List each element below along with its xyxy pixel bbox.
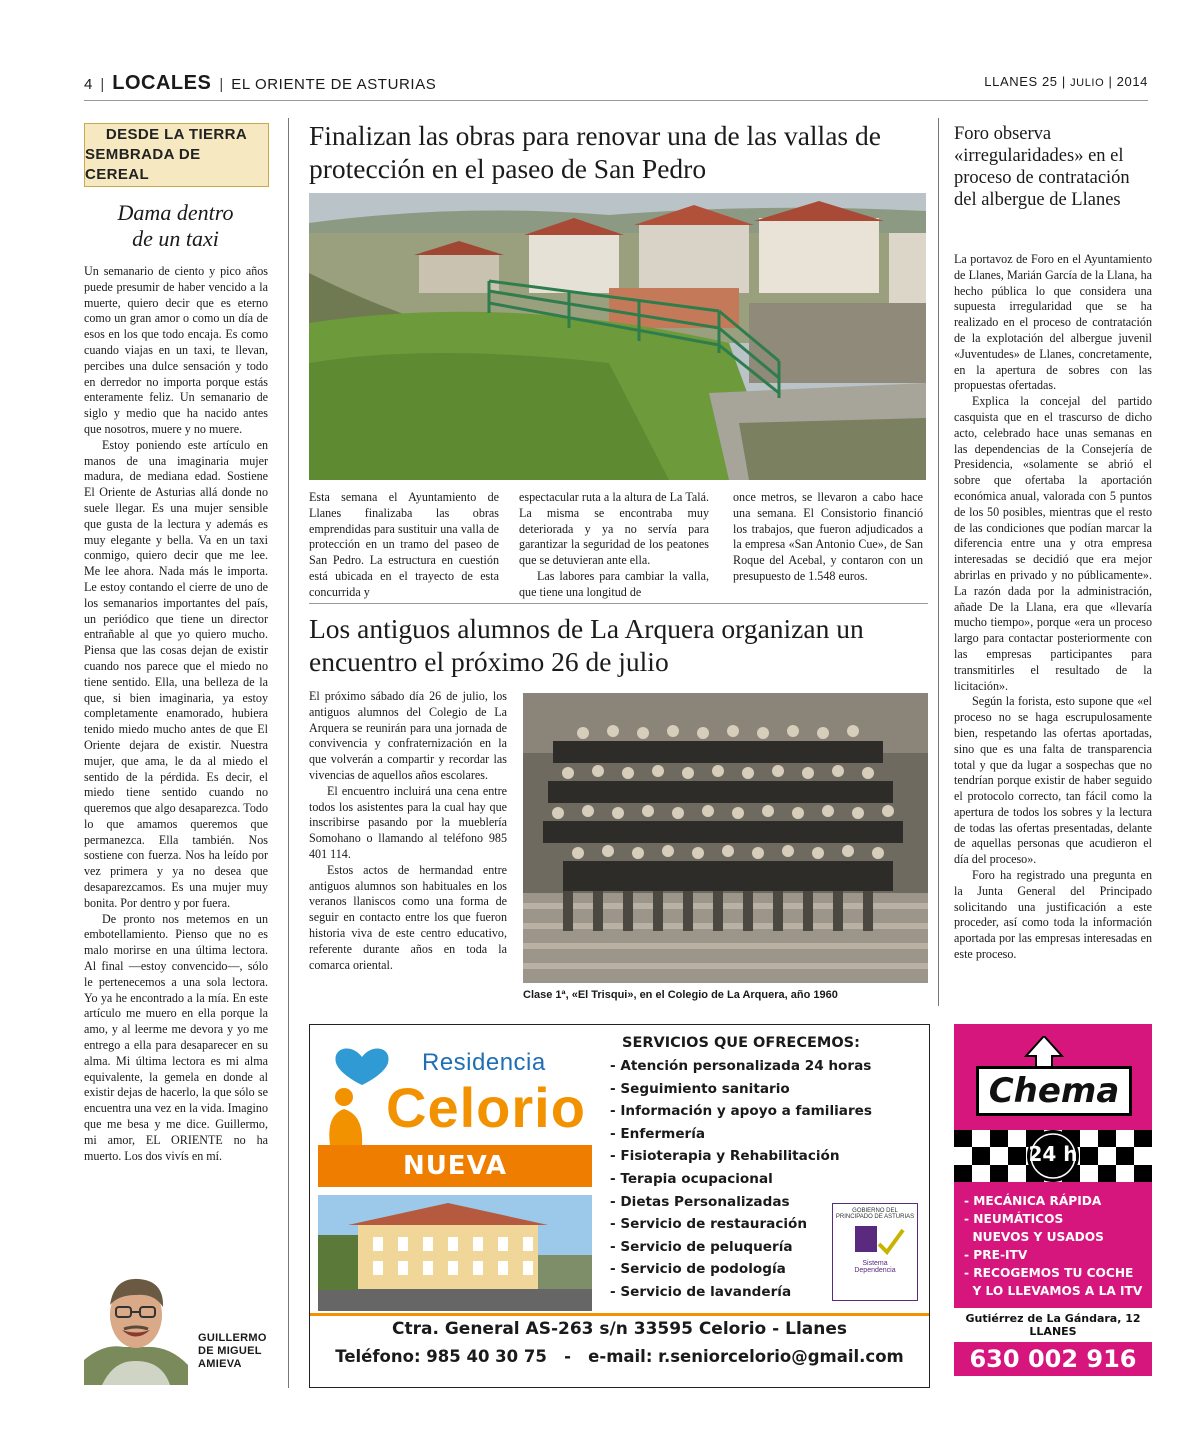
column-title-line: de un taxi <box>132 226 219 251</box>
service-item: - RECOGEMOS TU COCHE <box>964 1266 1134 1280</box>
author-name-line: DE MIGUEL <box>198 1345 262 1357</box>
photo-caption: Clase 1ª, «El Trisqui», en el Colegio de La Arquera, año 1960 <box>523 989 838 1001</box>
service-item: - Fisioterapia y Rehabilitación <box>610 1148 840 1165</box>
article-divider <box>309 603 928 604</box>
column-rule <box>288 118 289 1388</box>
chema-town: LLANES <box>1029 1325 1077 1338</box>
header-place: LLANES <box>984 74 1038 89</box>
header-left <box>84 72 436 95</box>
service-item: - Atención personalizada 24 horas <box>610 1058 872 1074</box>
celorio-banner: NUEVA <box>318 1145 592 1187</box>
service-item: - MECÁNICA RÁPIDA <box>964 1194 1102 1208</box>
column-body <box>84 264 268 1164</box>
seal-text: Dependencia <box>854 1267 896 1274</box>
article-text-col <box>309 689 507 973</box>
paragraph: Foro ha registrado una pregunta en la Junta General del Principado solicitando una justificación a este proceder, así como toda la información aportada por las empresas interesadas en este proceso. <box>954 868 1152 962</box>
service-item: - Servicio de peluquería <box>610 1238 793 1255</box>
ad-residencia-celorio[interactable] <box>309 1024 930 1388</box>
service-item: NUEVOS Y USADOS <box>964 1230 1104 1244</box>
column-kicker <box>84 123 269 187</box>
article-text-col <box>954 252 1152 963</box>
checkered-strip <box>954 1130 1152 1182</box>
header-day: 25 <box>1041 74 1058 89</box>
article-headline: Los antiguos alumnos de La Arquera organizan un encuentro el próximo 26 de julio <box>309 613 864 677</box>
paragraph: Las labores para cambiar la valla, que tiene una longitud de <box>519 568 709 599</box>
chema-services <box>964 1192 1149 1300</box>
paragraph: Según la forista, esto supone que «el proceso no se haga escrupulosamente bien, respetando las ofertas aportadas, sino que es una falta de transparencia total y que da lugar a sospechas que no tendrían porque existir de haber seguido el protocolo correcto, tan fácil como la apertura de todos los sobres y la lectura de todas las ofertas presentadas, delante de aquellas personas que acudieron el día del proceso». <box>954 694 1152 867</box>
author-name-line: GUILLERMO <box>198 1332 267 1344</box>
paragraph: Un semanario de ciento y pico años puede presumir de haber vencido a la muerte, quiero decir que es eterno como un gran amor o como un día de esos en los que todo encaja. Es como cuando viajas en un taxi, te llevan, percibes una dulce sensación y todo en derredor no importa porque estás enteramente feliz. Un semanario de siglo y medio que ha nacido antes que nosotros, muere y no muere. <box>84 264 268 436</box>
dependencia-seal <box>832 1203 918 1301</box>
header-divider: | <box>100 76 105 93</box>
page-header <box>84 72 1148 96</box>
celorio-logo <box>322 1035 586 1145</box>
paragraph: De pronto nos metemos en un embotellamiento. Pienso que no es malo morirse en una última lectora. Al final —estoy convencido—, sólo le pertenecemos a una sola lectora. Yo ya he encontrado a la mía. En este artículo me muero en ella porque la amo, y al leerme me devora y yo me entrego a ella para desaparecer en su alma. Mi última lectora es mi alma equivalente, la gemela en donde al existir dejas de hacerlo, la que sólo se encuentra una vez en la vida. Imagino que me besa y me dice. Guillermo, mi amor, EL ORIENTE no ha muerto. Los dos vivís en mí. <box>84 911 268 1163</box>
hours-badge: 24 h <box>1028 1142 1078 1166</box>
celorio-contact-rule <box>310 1313 929 1316</box>
article-photo-fence <box>309 193 926 480</box>
dependencia-logo-icon <box>833 1220 917 1260</box>
celorio-building-photo <box>318 1195 592 1311</box>
kicker-line: SEMBRADA DE CEREAL <box>85 146 201 183</box>
article-text-col <box>733 490 923 585</box>
page-number: 4 <box>84 76 93 93</box>
paragraph: once metros, se llevaron a cabo hace una semana. El Consistorio financió los trabajos, que fueron adjudicados a la empresa «San Antonio Cue», de San Roque del Acebal, y contaron con un presupuesto de 1.548 euros. <box>733 490 923 583</box>
service-item: - PRE-ITV <box>964 1248 1028 1262</box>
seal-text: GOBIERNO DEL <box>852 1208 898 1214</box>
article-photo-class <box>523 693 928 983</box>
service-item: - Servicio de restauración <box>610 1216 808 1233</box>
publication-name: EL ORIENTE DE ASTURIAS <box>231 76 437 93</box>
seal-text: Sistema <box>862 1260 888 1267</box>
author-photo <box>84 1265 188 1385</box>
author-name-line: AMIEVA <box>198 1358 242 1370</box>
paragraph: Estoy poniendo este artículo en manos de una imaginaria mujer madura, de mediana edad. Sostiene El Oriente de Asturias allá donde no suele llegar. Es una mujer sensible que gusta de la lectura y además es muy elegante y bella. Va en un taxi conmigo, quiero decir que me lee. Me lee ahora. Nada más le importa. Le estoy contando el cierre de uno de los semanarios importantes del país, un periódico que tiene un director entrañable al que yo quiero mucho. Piensa que las cosas dejan de existir cuando nos parece que el miedo no tiene sentido. Ella, una belleza de la que, si bien imaginaria, ya estoy completamente enamorado, hubiera tenido miedo mucho antes de que El Oriente dejara de existir. Nuestra mujer, que ama, le da al miedo el sentido de la pérdida. Es decir, el miedo tiene sentido cuando no queremos que algo desaparezca. Todo lo que amamos queremos que permanezca. Ella también. Nos sostiene con fuerza. Nos ha leído por vez primera y ya no desea que desaparezcamos. Es una mujer muy bonita. Por dentro y por fuera. <box>84 437 268 910</box>
author-byline <box>198 1332 268 1371</box>
chema-phone[interactable]: 630 002 916 <box>954 1342 1152 1376</box>
header-divider: | <box>219 76 224 93</box>
paragraph: La portavoz de Foro en el Ayuntamiento de Llanes, Marián García de la Llana, ha hecho pública lo que considera una supuesta irregularidad que se ha realizado en el proceso de contratación de la explotación del albergue juvenil «Juventudes» de Llanes, concretamente, en la apertura de sobres con las propuestas ofertadas. <box>954 252 1152 393</box>
service-item: - Servicio de podología <box>610 1261 786 1278</box>
service-item: Y LO LLEVAMOS A LA ITV <box>964 1284 1143 1298</box>
article-headline: Finalizan las obras para renovar una de las vallas de protección en el paseo de San Pedro <box>309 120 881 184</box>
article-text-col <box>309 490 499 601</box>
header-divider: | <box>1061 74 1071 89</box>
paragraph: espectacular ruta a la altura de La Talá. La misma se encontraba muy deteriorada y ya no servía para garantizar la seguridad de los peatones que se detuvieran ante ella. <box>519 490 709 568</box>
paragraph: Estos actos de hermandad entre antiguos alumnos son habituales en los veranos llaniscos como una forma de seguir en contacto entre los que fueron historia viva de este centro educativo, referente durante años en toda la comarca oriental. <box>309 862 507 972</box>
celorio-address: Ctra. General AS-263 s/n 33595 Celorio - Llanes <box>392 1319 847 1339</box>
article-text-col <box>519 490 709 601</box>
paragraph: El encuentro incluirá una cena entre todos los asistentes para la cual hay que inscribirse pasando por la mueblería Somohano o llamando al teléfono 985 401 114. <box>309 783 507 861</box>
header-month: JULIO <box>1070 77 1105 89</box>
paragraph: Explica la concejal del partido casquista que en el trascurso de dicho acto, celebrado hace unas semanas en las dependencias de la Consejería de Presidencia, «solamente se abrió el sobre que ofertaba la aportación económica anual, valorada con 5 puntos de los 50 posibles, mientras que el resto de las condiciones que podían marcar la diferencia entre una y otra empresa interesadas se decidió que era mejor abrirlas en privado y no públicamente». La razón dada por la administración, añade De la Llana, era que «llevaría mucho tiempo», porque «era un proceso largo para contactar posteriormente con las empresas participantes para transmitirles el resultado de la licitación». <box>954 394 1152 693</box>
header-year: 2014 <box>1116 74 1148 89</box>
service-item: - Servicio de lavandería <box>610 1283 792 1300</box>
services-title: SERVICIOS QUE OFRECEMOS: <box>622 1035 860 1051</box>
column-title-line: Dama dentro <box>117 200 234 225</box>
chema-logo: Chema <box>976 1066 1132 1116</box>
paragraph: El próximo sábado día 26 de julio, los antiguos alumnos del Colegio de La Arquera se reunirán para una jornada de convivencia y confraternización en la que volverán a compartir y recordar las vivencias de aquellos años escolares. <box>309 689 507 782</box>
chema-address: Gutiérrez de La Gándara, 12 <box>965 1312 1141 1325</box>
celorio-contact[interactable]: Teléfono: 985 40 30 75 - e-mail: r.seniorcelorio@gmail.com <box>335 1347 904 1366</box>
header-divider: | <box>1108 74 1117 89</box>
service-item: - Información y apoyo a familiares <box>610 1103 872 1120</box>
chema-footer <box>954 1308 1152 1386</box>
ad-chema-taller[interactable] <box>954 1024 1152 1386</box>
celorio-brand-small: Residencia <box>422 1049 546 1076</box>
header-rule <box>84 100 1148 101</box>
section-name: LOCALES <box>112 72 212 94</box>
service-item: - Dietas Personalizadas <box>610 1193 790 1210</box>
column-title <box>84 200 267 252</box>
seal-text: PRINCIPADO DE ASTURIAS <box>835 1214 915 1220</box>
kicker-line: DESDE LA TIERRA <box>105 126 248 143</box>
paragraph: Esta semana el Ayuntamiento de Llanes finalizaba las obras emprendidas para sustituir una valla de protección en un tramo del paseo de San Pedro. La estructura en cuestión está ubicada en el trayecto de esta concurrida y <box>309 490 499 599</box>
service-item: - Enfermería <box>610 1125 706 1142</box>
service-item: - Seguimiento sanitario <box>610 1080 790 1097</box>
celorio-brand-big: Celorio <box>386 1076 586 1139</box>
column-rule <box>938 118 939 1006</box>
header-date <box>984 74 1148 89</box>
service-item: - Terapia ocupacional <box>610 1170 773 1187</box>
article-headline: Foro observa «irregularidades» en el proceso de contratación del albergue de Llanes <box>954 124 1130 210</box>
service-item: - NEUMÁTICOS <box>964 1212 1064 1226</box>
